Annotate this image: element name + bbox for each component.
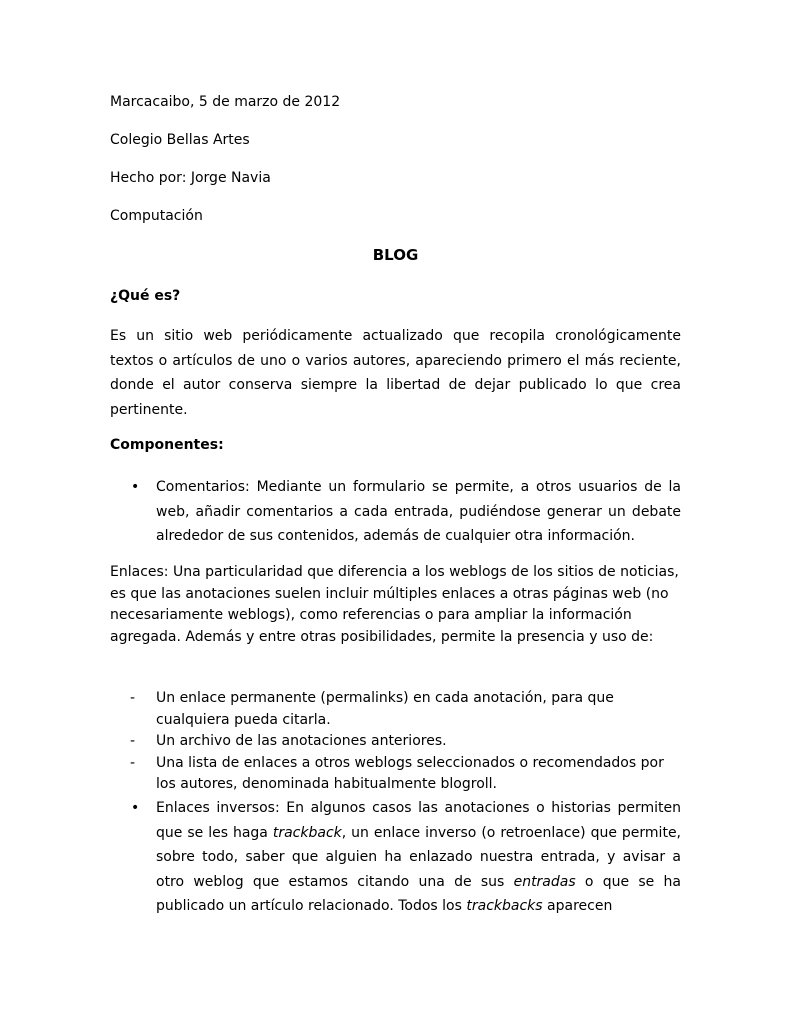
list-item: [110, 688, 681, 731]
what-is-paragraph: [110, 324, 681, 422]
school-name: Colegio Bellas Artes: [110, 132, 250, 148]
inverse-links-text: [156, 800, 681, 914]
links-dash-list: [110, 688, 681, 796]
inverse-links-list: [110, 796, 681, 919]
inverse-links-part4: aparecen: [542, 898, 613, 914]
dash-icon: -: [130, 754, 136, 771]
list-item: [110, 753, 681, 796]
term-trackback: trackback: [272, 824, 342, 841]
document-title: BLOG: [372, 246, 419, 264]
dash-icon: -: [130, 733, 136, 749]
what-is-text: Es un sitio web periódicamente actualizado que recopila cronológicamente textos o artículos de uno o varios autores, apareciendo primero el más reciente, donde el autor conserva siempre la libertad de dejar publicado lo que crea pertinente.: [110, 328, 681, 418]
links-paragraph: [110, 562, 681, 648]
inverse-links-part1: Enlaces inversos: En algunos casos las anotaciones o historias permiten que se les haga: [156, 800, 681, 841]
inverse-links-part2: , un enlace inverso (o retroenlace) que permite, sobre todo, saber que alguien ha enlazado nuestra entrada, y avisar a otro weblog que estamos citando una de sus: [156, 824, 682, 890]
term-trackbacks: trackbacks: [466, 898, 543, 914]
place-date: Marcacaibo, 5 de marzo de 2012: [110, 94, 341, 110]
comments-item-text: Comentarios: Mediante un formulario se permite, a otros usuarios de la web, añadir comentarios a cada entrada, pudiéndose generar un debate alrededor de sus contenidos, además de cualquier otra información.: [156, 479, 681, 544]
dash-item-text: Un enlace permanente (permalinks) en cada anotación, para que cualquiera pueda citarla.: [156, 690, 614, 728]
term-entradas: entradas: [513, 873, 576, 890]
inverse-links-part3: o que se ha publicado un artículo relacionado. Todos los: [156, 873, 681, 914]
list-item: [110, 796, 681, 919]
bullet-icon: •: [131, 800, 140, 816]
dash-item-text: Un archivo de las anotaciones anteriores.: [156, 733, 447, 749]
subject-line: Computación: [110, 208, 203, 224]
what-is-heading: ¿Qué es?: [110, 288, 181, 304]
dash-icon: -: [130, 690, 136, 706]
dash-item-text: Una lista de enlaces a otros weblogs seleccionados o recomendados por los autores, denominada habitualmente blogroll.: [156, 754, 664, 792]
components-list: [110, 475, 681, 549]
list-item: [110, 731, 681, 753]
components-heading: Componentes:: [110, 437, 224, 453]
author-line: Hecho por: Jorge Navia: [110, 170, 271, 186]
list-item: [110, 475, 681, 549]
links-text: Enlaces: Una particularidad que diferencia a los weblogs de los sitios de noticias, es que las anotaciones suelen incluir múltiples enlaces a otras páginas web (no necesariamente weblogs), como referencias o para ampliar la información agregada. Además y entre otras posibilidades, permite la presencia y uso de:: [110, 564, 679, 645]
bullet-icon: •: [131, 479, 140, 495]
